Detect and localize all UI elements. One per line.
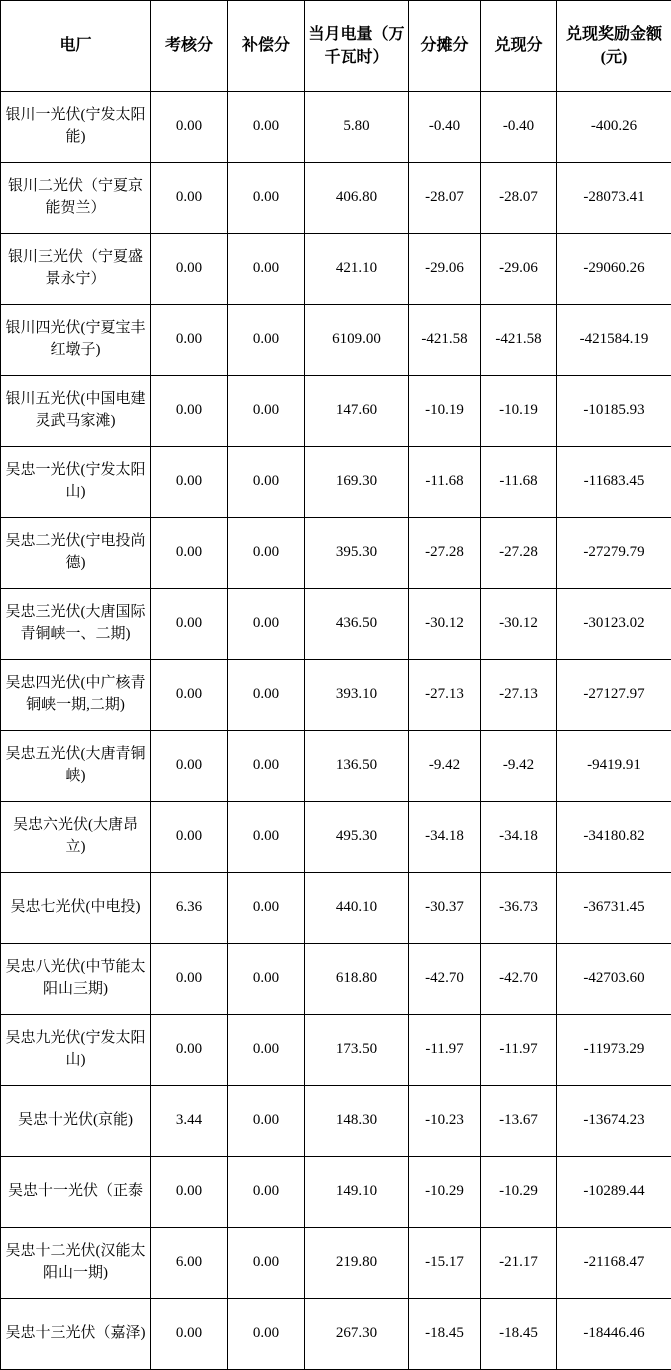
cell-monthly-energy: 393.10 <box>305 660 409 731</box>
cell-allocation-score: -30.12 <box>409 589 481 660</box>
cell-settled-score: -29.06 <box>481 234 557 305</box>
cell-plant-name: 吴忠十光伏(京能) <box>1 1086 151 1157</box>
table-row <box>1 1015 671 1086</box>
cell-plant-name: 吴忠十一光伏（正泰 <box>1 1157 151 1228</box>
cell-reward-amount: -27127.97 <box>557 660 671 731</box>
column-header-allocation-score: 分摊分 <box>409 1 481 92</box>
cell-settled-score: -28.07 <box>481 163 557 234</box>
cell-compensation-score: 0.00 <box>228 163 305 234</box>
table-row <box>1 1086 671 1157</box>
cell-reward-amount: -21168.47 <box>557 1228 671 1299</box>
cell-assessment-score: 0.00 <box>151 1157 228 1228</box>
cell-assessment-score: 0.00 <box>151 518 228 589</box>
cell-allocation-score: -10.19 <box>409 376 481 447</box>
table-row <box>1 234 671 305</box>
column-header-compensation-score: 补偿分 <box>228 1 305 92</box>
table-row <box>1 1228 671 1299</box>
cell-compensation-score: 0.00 <box>228 1228 305 1299</box>
table-row <box>1 944 671 1015</box>
cell-reward-amount: -29060.26 <box>557 234 671 305</box>
cell-reward-amount: -27279.79 <box>557 518 671 589</box>
cell-monthly-energy: 395.30 <box>305 518 409 589</box>
cell-plant-name: 吴忠四光伏(中广核青铜峡一期,二期) <box>1 660 151 731</box>
cell-assessment-score: 6.36 <box>151 873 228 944</box>
cell-reward-amount: -30123.02 <box>557 589 671 660</box>
column-header-plant: 电厂 <box>1 1 151 92</box>
table-row <box>1 1299 671 1370</box>
cell-assessment-score: 0.00 <box>151 944 228 1015</box>
cell-plant-name: 吴忠二光伏(宁电投尚德) <box>1 518 151 589</box>
cell-monthly-energy: 436.50 <box>305 589 409 660</box>
cell-monthly-energy: 421.10 <box>305 234 409 305</box>
cell-settled-score: -0.40 <box>481 92 557 163</box>
table-header-row <box>1 1 671 92</box>
cell-compensation-score: 0.00 <box>228 1015 305 1086</box>
table-header <box>1 1 671 92</box>
cell-reward-amount: -9419.91 <box>557 731 671 802</box>
column-header-assessment-score: 考核分 <box>151 1 228 92</box>
cell-monthly-energy: 147.60 <box>305 376 409 447</box>
cell-assessment-score: 0.00 <box>151 447 228 518</box>
cell-plant-name: 吴忠一光伏(宁发太阳山) <box>1 447 151 518</box>
table-row <box>1 518 671 589</box>
cell-settled-score: -11.68 <box>481 447 557 518</box>
cell-monthly-energy: 148.30 <box>305 1086 409 1157</box>
cell-allocation-score: -9.42 <box>409 731 481 802</box>
cell-compensation-score: 0.00 <box>228 1299 305 1370</box>
cell-compensation-score: 0.00 <box>228 1086 305 1157</box>
cell-monthly-energy: 440.10 <box>305 873 409 944</box>
cell-plant-name: 吴忠六光伏(大唐昂立) <box>1 802 151 873</box>
cell-allocation-score: -18.45 <box>409 1299 481 1370</box>
cell-monthly-energy: 406.80 <box>305 163 409 234</box>
cell-plant-name: 吴忠九光伏(宁发太阳山) <box>1 1015 151 1086</box>
cell-assessment-score: 0.00 <box>151 660 228 731</box>
table-row <box>1 376 671 447</box>
column-header-reward-amount: 兑现奖励金额(元) <box>557 1 671 92</box>
cell-reward-amount: -36731.45 <box>557 873 671 944</box>
cell-compensation-score: 0.00 <box>228 802 305 873</box>
cell-settled-score: -30.12 <box>481 589 557 660</box>
table-row <box>1 731 671 802</box>
cell-monthly-energy: 169.30 <box>305 447 409 518</box>
cell-settled-score: -34.18 <box>481 802 557 873</box>
cell-allocation-score: -0.40 <box>409 92 481 163</box>
cell-compensation-score: 0.00 <box>228 376 305 447</box>
cell-assessment-score: 0.00 <box>151 163 228 234</box>
cell-settled-score: -36.73 <box>481 873 557 944</box>
cell-reward-amount: -10289.44 <box>557 1157 671 1228</box>
cell-plant-name: 银川一光伏(宁发太阳能) <box>1 92 151 163</box>
table-row <box>1 1157 671 1228</box>
cell-monthly-energy: 219.80 <box>305 1228 409 1299</box>
cell-reward-amount: -13674.23 <box>557 1086 671 1157</box>
cell-plant-name: 银川四光伏(宁夏宝丰红墩子) <box>1 305 151 376</box>
cell-plant-name: 吴忠五光伏(大唐青铜峡) <box>1 731 151 802</box>
cell-allocation-score: -15.17 <box>409 1228 481 1299</box>
table-row <box>1 305 671 376</box>
cell-assessment-score: 0.00 <box>151 234 228 305</box>
table-row <box>1 92 671 163</box>
cell-monthly-energy: 267.30 <box>305 1299 409 1370</box>
cell-settled-score: -10.29 <box>481 1157 557 1228</box>
cell-compensation-score: 0.00 <box>228 589 305 660</box>
cell-allocation-score: -10.29 <box>409 1157 481 1228</box>
cell-plant-name: 银川三光伏（宁夏盛景永宁） <box>1 234 151 305</box>
cell-settled-score: -27.13 <box>481 660 557 731</box>
cell-compensation-score: 0.00 <box>228 447 305 518</box>
table-row <box>1 802 671 873</box>
cell-assessment-score: 0.00 <box>151 589 228 660</box>
cell-reward-amount: -34180.82 <box>557 802 671 873</box>
table-row <box>1 660 671 731</box>
cell-compensation-score: 0.00 <box>228 92 305 163</box>
cell-allocation-score: -10.23 <box>409 1086 481 1157</box>
cell-allocation-score: -28.07 <box>409 163 481 234</box>
cell-settled-score: -21.17 <box>481 1228 557 1299</box>
table-row <box>1 163 671 234</box>
cell-assessment-score: 3.44 <box>151 1086 228 1157</box>
cell-plant-name: 银川二光伏（宁夏京能贺兰） <box>1 163 151 234</box>
cell-reward-amount: -421584.19 <box>557 305 671 376</box>
cell-assessment-score: 0.00 <box>151 305 228 376</box>
cell-assessment-score: 0.00 <box>151 376 228 447</box>
cell-reward-amount: -42703.60 <box>557 944 671 1015</box>
cell-assessment-score: 0.00 <box>151 1299 228 1370</box>
cell-settled-score: -42.70 <box>481 944 557 1015</box>
cell-assessment-score: 0.00 <box>151 1015 228 1086</box>
cell-monthly-energy: 136.50 <box>305 731 409 802</box>
cell-plant-name: 银川五光伏(中国电建灵武马家滩) <box>1 376 151 447</box>
cell-settled-score: -18.45 <box>481 1299 557 1370</box>
table-body <box>1 92 671 1370</box>
cell-assessment-score: 0.00 <box>151 802 228 873</box>
cell-compensation-score: 0.00 <box>228 305 305 376</box>
cell-reward-amount: -28073.41 <box>557 163 671 234</box>
cell-reward-amount: -11973.29 <box>557 1015 671 1086</box>
cell-monthly-energy: 495.30 <box>305 802 409 873</box>
cell-plant-name: 吴忠七光伏(中电投) <box>1 873 151 944</box>
table-row <box>1 873 671 944</box>
cell-plant-name: 吴忠八光伏(中节能太阳山三期) <box>1 944 151 1015</box>
cell-settled-score: -11.97 <box>481 1015 557 1086</box>
cell-reward-amount: -10185.93 <box>557 376 671 447</box>
cell-monthly-energy: 618.80 <box>305 944 409 1015</box>
cell-allocation-score: -421.58 <box>409 305 481 376</box>
cell-settled-score: -9.42 <box>481 731 557 802</box>
cell-settled-score: -10.19 <box>481 376 557 447</box>
cell-assessment-score: 6.00 <box>151 1228 228 1299</box>
cell-assessment-score: 0.00 <box>151 92 228 163</box>
cell-settled-score: -421.58 <box>481 305 557 376</box>
cell-reward-amount: -400.26 <box>557 92 671 163</box>
cell-reward-amount: -11683.45 <box>557 447 671 518</box>
cell-allocation-score: -11.97 <box>409 1015 481 1086</box>
cell-allocation-score: -34.18 <box>409 802 481 873</box>
cell-allocation-score: -30.37 <box>409 873 481 944</box>
cell-compensation-score: 0.00 <box>228 660 305 731</box>
cell-allocation-score: -11.68 <box>409 447 481 518</box>
cell-compensation-score: 0.00 <box>228 1157 305 1228</box>
cell-monthly-energy: 5.80 <box>305 92 409 163</box>
cell-compensation-score: 0.00 <box>228 944 305 1015</box>
cell-allocation-score: -42.70 <box>409 944 481 1015</box>
cell-compensation-score: 0.00 <box>228 518 305 589</box>
cell-reward-amount: -18446.46 <box>557 1299 671 1370</box>
cell-settled-score: -13.67 <box>481 1086 557 1157</box>
cell-plant-name: 吴忠十二光伏(汉能太阳山一期) <box>1 1228 151 1299</box>
cell-compensation-score: 0.00 <box>228 873 305 944</box>
table-row <box>1 447 671 518</box>
cell-allocation-score: -29.06 <box>409 234 481 305</box>
cell-plant-name: 吴忠三光伏(大唐国际青铜峡一、二期) <box>1 589 151 660</box>
cell-monthly-energy: 6109.00 <box>305 305 409 376</box>
cell-allocation-score: -27.13 <box>409 660 481 731</box>
cell-monthly-energy: 173.50 <box>305 1015 409 1086</box>
cell-settled-score: -27.28 <box>481 518 557 589</box>
cell-compensation-score: 0.00 <box>228 731 305 802</box>
cell-allocation-score: -27.28 <box>409 518 481 589</box>
cell-monthly-energy: 149.10 <box>305 1157 409 1228</box>
table-row <box>1 589 671 660</box>
cell-compensation-score: 0.00 <box>228 234 305 305</box>
cell-plant-name: 吴忠十三光伏（嘉泽) <box>1 1299 151 1370</box>
column-header-settled-score: 兑现分 <box>481 1 557 92</box>
cell-assessment-score: 0.00 <box>151 731 228 802</box>
column-header-monthly-energy: 当月电量（万千瓦时） <box>305 1 409 92</box>
